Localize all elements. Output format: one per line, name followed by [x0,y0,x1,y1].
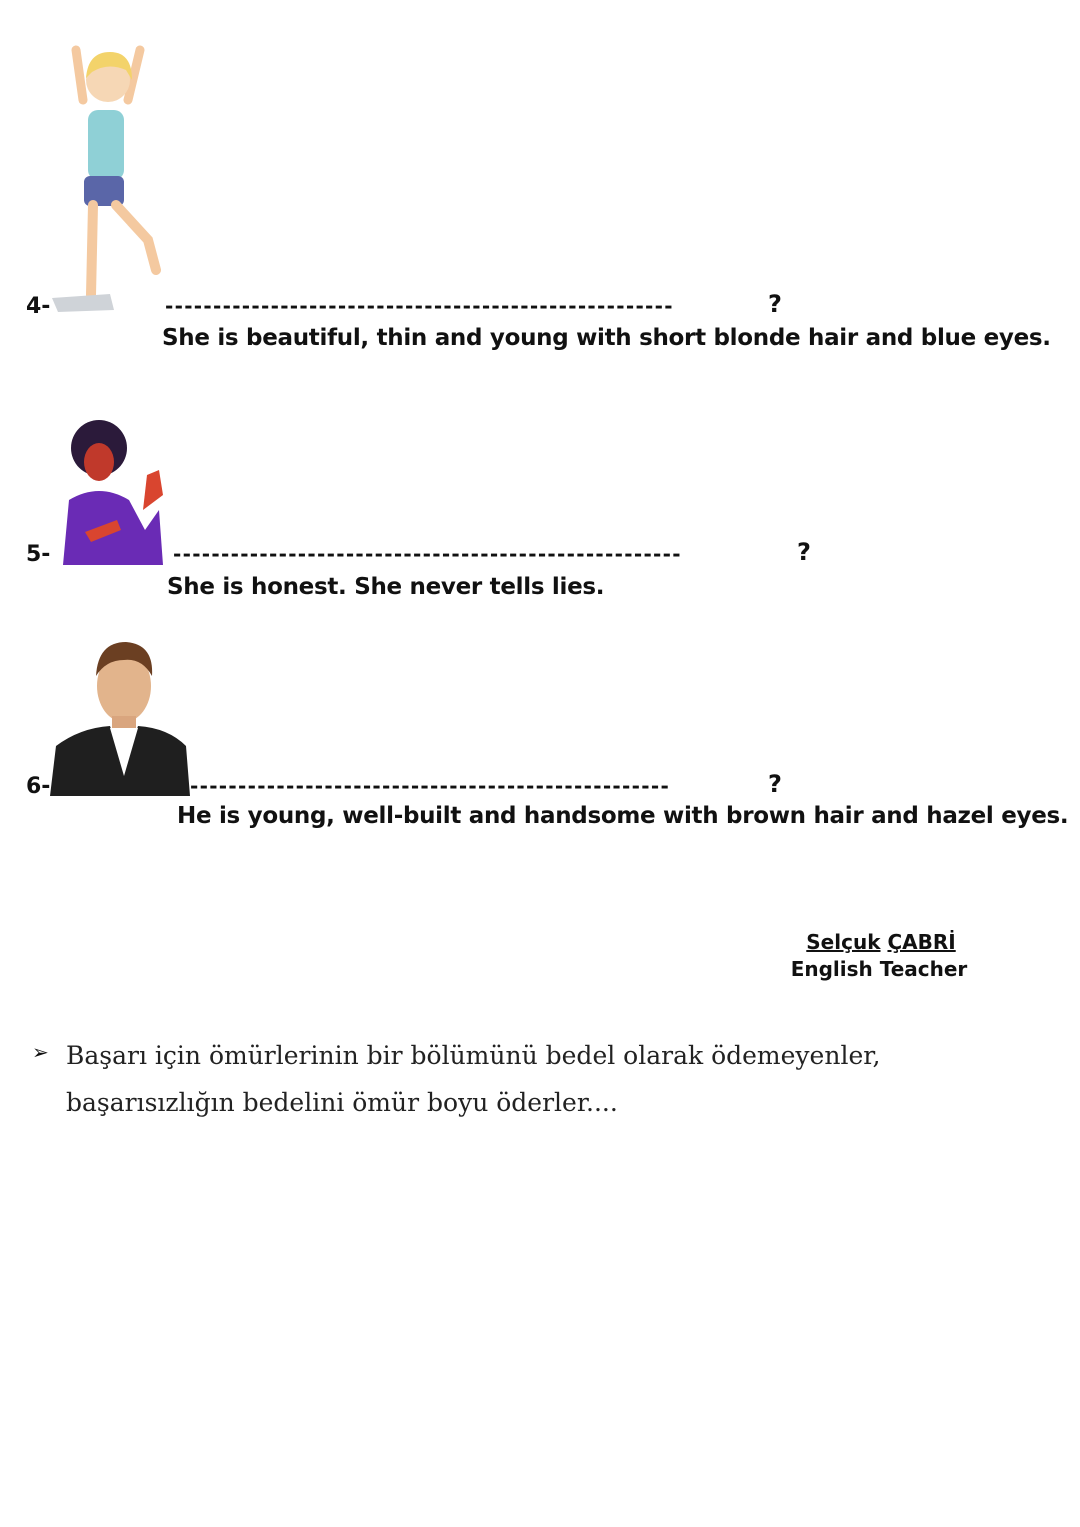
motivational-quote: Başarı için ömürlerinin bir bölümünü bedel olarak ödemeyenler, başarısızlığın bedelini ömür boyu öderler.... [66,1041,881,1117]
bullet-arrow-icon: ➢ [32,1040,49,1064]
item-number: 6- [26,774,51,799]
answer-blank[interactable]: -------------------------------------------------- [190,774,671,798]
last-name: ÇABRİ [887,930,956,954]
teacher-name [771,930,991,954]
answer-blank[interactable]: ----------------------------------------------------- [173,542,682,566]
question-mark: ? [768,290,782,318]
answer-blank[interactable]: ----------------------------------------------------- [165,294,674,318]
first-name: Selçuk [806,930,881,954]
description-sentence: He is young, well-built and handsome with brown hair and hazel eyes. [177,803,1069,829]
item-number: 4- [26,294,51,319]
item-number: 5- [26,542,51,567]
woman-on-scale-illustration [48,40,168,318]
teacher-title: English Teacher [790,957,968,981]
question-mark: ? [797,538,811,566]
description-sentence: She is beautiful, thin and young with short blonde hair and blue eyes. [162,325,1051,351]
honest-woman-illustration [55,420,167,565]
question-mark: ? [768,770,782,798]
description-sentence: She is honest. She never tells lies. [167,574,605,600]
young-man-illustration [50,636,190,796]
